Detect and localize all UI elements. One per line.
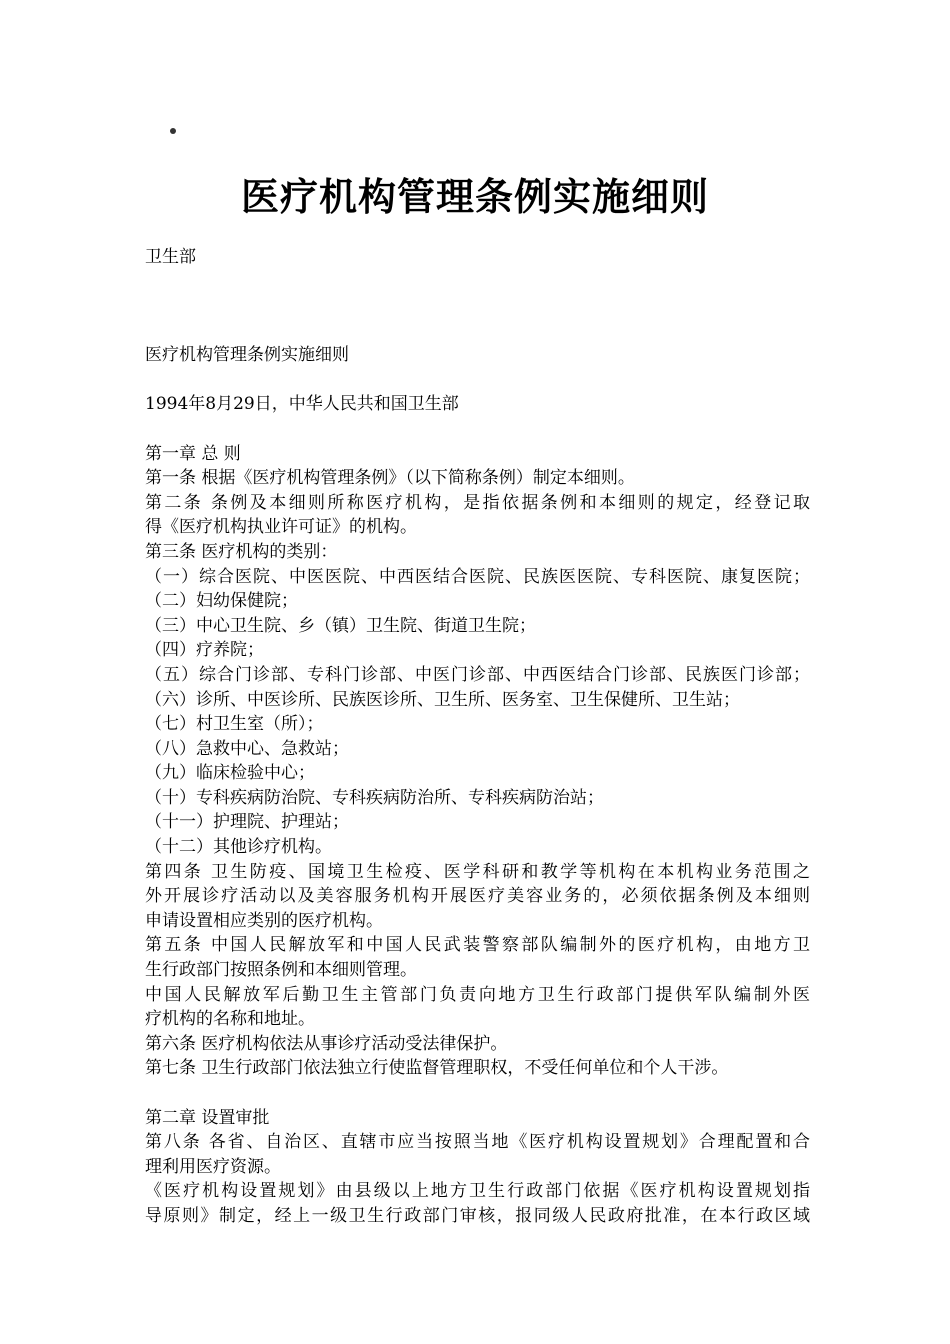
- list-item: （二）妇幼保健院；: [145, 591, 298, 612]
- article-line: 第五条 中国人民解放军和中国人民武装警察部队编制外的医疗机构，由地方卫: [145, 935, 810, 956]
- article-line: 第八条 各省、自治区、直辖市应当按照当地《医疗机构设置规划》合理配置和合: [145, 1132, 810, 1153]
- article-line: 《医疗机构设置规划》由县级以上地方卫生行政部门依据《医疗机构设置规划指: [145, 1181, 810, 1202]
- spacer: [145, 319, 810, 344]
- list-item: （八）急救中心、急救站；: [145, 738, 349, 759]
- list-item: （十一）护理院、护理站；: [145, 812, 349, 833]
- list-item: （五）综合门诊部、专科门诊部、中医门诊部、中西医结合门诊部、民族医门诊部；: [145, 664, 810, 685]
- spacer: [145, 1081, 810, 1106]
- article-line: 理利用医疗资源。: [145, 1156, 281, 1177]
- article-line: 导原则》制定，经上一级卫生行政部门审核，报同级人民政府批准，在本行政区域: [145, 1205, 810, 1226]
- article-line: 第六条 医疗机构依法从事诊疗活动受法律保护。: [145, 1033, 508, 1054]
- article-line: 第三条 医疗机构的类别：: [145, 541, 338, 562]
- document-title: 医疗机构管理条例实施细则: [240, 174, 709, 219]
- list-item: （十）专科疾病防治院、专科疾病防治所、专科疾病防治站；: [145, 787, 604, 808]
- article-line: 得《医疗机构执业许可证》的机构。: [145, 517, 417, 538]
- article-line: 中国人民解放军后勤卫生主管部门负责向地方卫生行政部门提供军队编制外医: [145, 984, 810, 1005]
- date-line: 1994年8月29日，中华人民共和国卫生部: [145, 394, 459, 415]
- list-item: （一）综合医院、中医医院、中西医结合医院、民族医医院、专科医院、康复医院；: [145, 566, 810, 587]
- article-line: 申请设置相应类别的医疗机构。: [145, 910, 383, 931]
- article-line: 第一条 根据《医疗机构管理条例》（以下简称条例）制定本细则。: [145, 468, 635, 489]
- list-item: （四）疗养院；: [145, 640, 264, 661]
- list-item: （九）临床检验中心；: [145, 763, 315, 784]
- article-line: 生行政部门按照条例和本细则管理。: [145, 960, 417, 981]
- list-item: （六）诊所、中医诊所、民族医诊所、卫生所、医务室、卫生保健所、卫生站；: [145, 689, 740, 710]
- article-line: 第二条 条例及本细则所称医疗机构，是指依据条例和本细则的规定，经登记取: [145, 492, 810, 513]
- spacer: [145, 368, 810, 393]
- list-item: （三）中心卫生院、乡（镇）卫生院、街道卫生院；: [145, 615, 536, 636]
- subtitle-line: 医疗机构管理条例实施细则: [145, 345, 349, 366]
- article-line: 外开展诊疗活动以及美容服务机构开展医疗美容业务的，必须依据条例及本细则: [145, 886, 810, 907]
- article-line: 第七条 卫生行政部门依法独立行使监督管理职权，不受任何单位和个人干涉。: [145, 1058, 729, 1079]
- bullet-dot: [170, 128, 176, 134]
- article-line: 第四条 卫生防疫、国境卫生检疫、医学科研和教学等机构在本机构业务范围之: [145, 861, 810, 882]
- spacer: [145, 417, 810, 442]
- list-item: （七）村卫生室（所）；: [145, 714, 324, 735]
- author-line: 卫生部: [145, 247, 196, 267]
- article-line: 疗机构的名称和地址。: [145, 1009, 315, 1030]
- document-body: [145, 245, 810, 1229]
- chapter-heading: 第二章 设置审批: [145, 1107, 270, 1128]
- chapter-heading: 第一章 总 则: [145, 443, 241, 464]
- spacer: [145, 270, 810, 319]
- list-item: （十二）其他诊疗机构。: [145, 837, 332, 858]
